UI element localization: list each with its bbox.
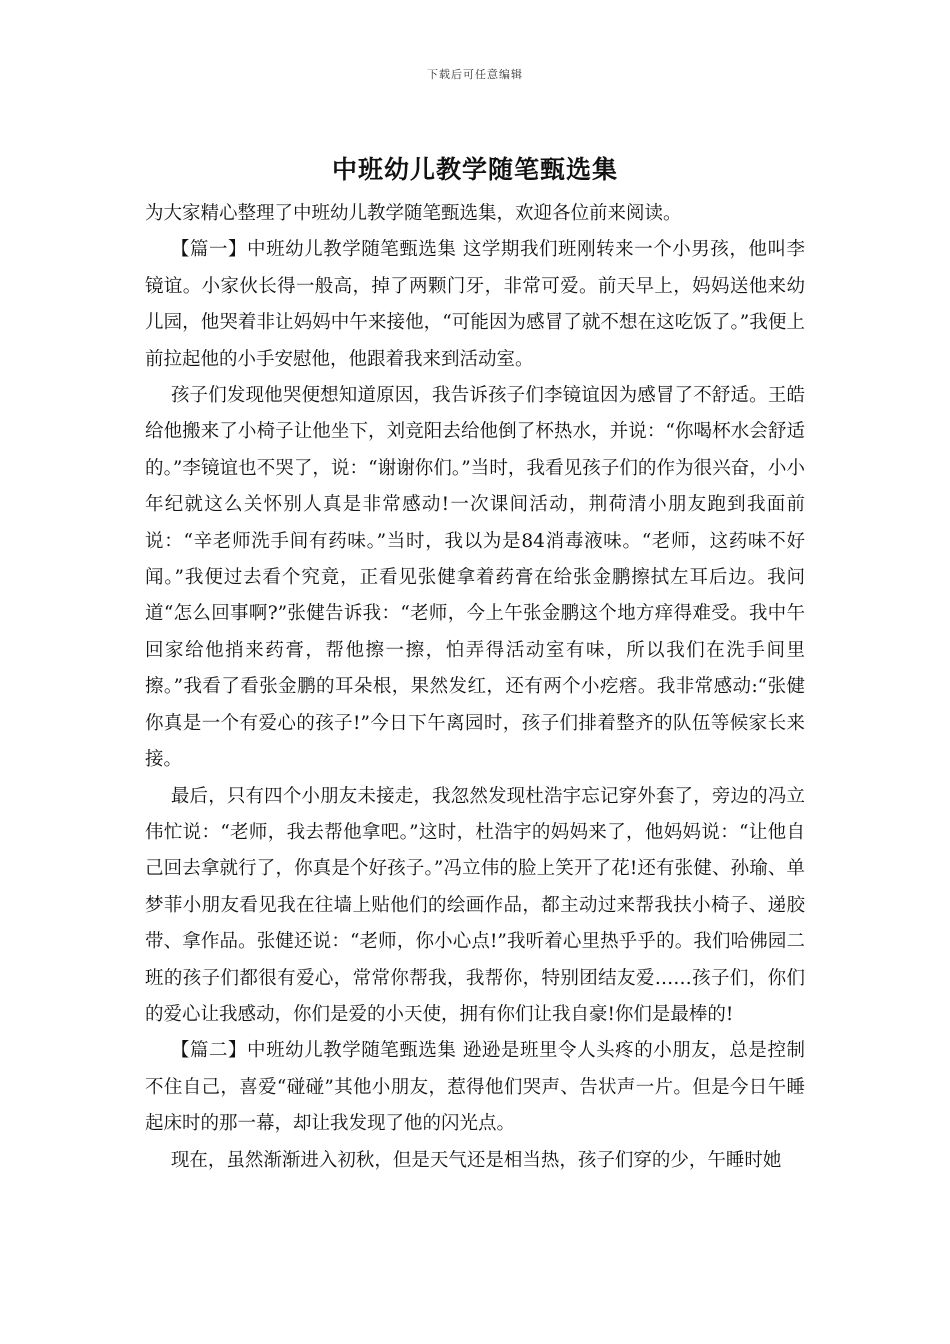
body-paragraph: 【篇一】中班幼儿教学随笔甄选集 这学期我们班刚转来一个小男孩，他叫李镜谊。小家伙长得一般高，掉了两颗门牙，非常可爱。前天早上，妈妈送他来幼儿园，他哭着非让妈妈中午来接他，“可能因为感冒了就不想在这吃饭了。”我便上前拉起他的小手安慰他，他跟着我来到活动室。 [145,239,805,370]
body-paragraph: 孩子们发现他哭便想知道原因，我告诉孩子们李镜谊因为感冒了不舒适。王皓给他搬来了小椅子让他坐下，刘竞阳去给他倒了杯热水，并说：“你喝杯水会舒适的。”李镜谊也不哭了，说：“谢谢你们。”当时，我看见孩子们的作为很兴奋，小小年纪就这么关怀别人真是非常感动!一次课间活动，荆荷清小朋友跑到我面前说：“辛老师洗手间有药味。”当时，我以为是84消毒液味。“老师，这药味不好闻。”我便过去看个究竟，正看见张健拿着药膏在给张金鹏擦拭左耳后边。我问道“怎么回事啊?”张健告诉我：“老师，今上午张金鹏这个地方痒得难受。我中午回家给他捎来药膏，帮他擦一擦，怕弄得活动室有味，所以我们在洗手间里擦。”我看了看张金鹏的耳朵根，果然发红，还有两个小疙瘩。我非常感动:“张健你真是一个有爱心的孩子!”今日下午离园时，孩子们排着整齐的队伍等候家长来接。 [145,385,805,771]
header-note: 下载后可任意编辑 [427,68,523,81]
document-title: 中班幼儿教学随笔甄选集 [331,155,618,184]
intro-paragraph: 为大家精心整理了中班幼儿教学随笔甄选集，欢迎各位前来阅读。 [145,203,682,224]
body-paragraph: 最后，只有四个小朋友未接走，我忽然发现杜浩宇忘记穿外套了，旁边的冯立伟忙说：“老师，我去帮他拿吧。”这时，杜浩宇的妈妈来了，他妈妈说：“让他自己回去拿就行了，你真是个好孩子。”冯立伟的脸上笑开了花!还有张健、孙瑜、单梦菲小朋友看见我在往墙上贴他们的绘画作品，都主动过来帮我扶小椅子、递胶带、拿作品。张健还说：“老师，你小心点!”我听着心里热乎乎的。我们哈佛园二班的孩子们都很有爱心，常常你帮我，我帮你，特别团结友爱……孩子们，你们的爱心让我感动，你们是爱的小天使，拥有你们让我自豪!你们是最棒的! [145,785,805,1025]
body-paragraph: 现在，虽然渐渐进入初秋，但是天气还是相当热，孩子们穿的少，午睡时她 [170,1149,782,1171]
document-body [145,196,805,1179]
body-paragraph: 【篇二】中班幼儿教学随笔甄选集 逊逊是班里令人头疼的小朋友，总是控制不住自己，喜爱“碰碰”其他小朋友，惹得他们哭声、告状声一片。但是今日午睡起床时的那一幕，却让我发现了他的闪光点。 [145,1040,805,1135]
